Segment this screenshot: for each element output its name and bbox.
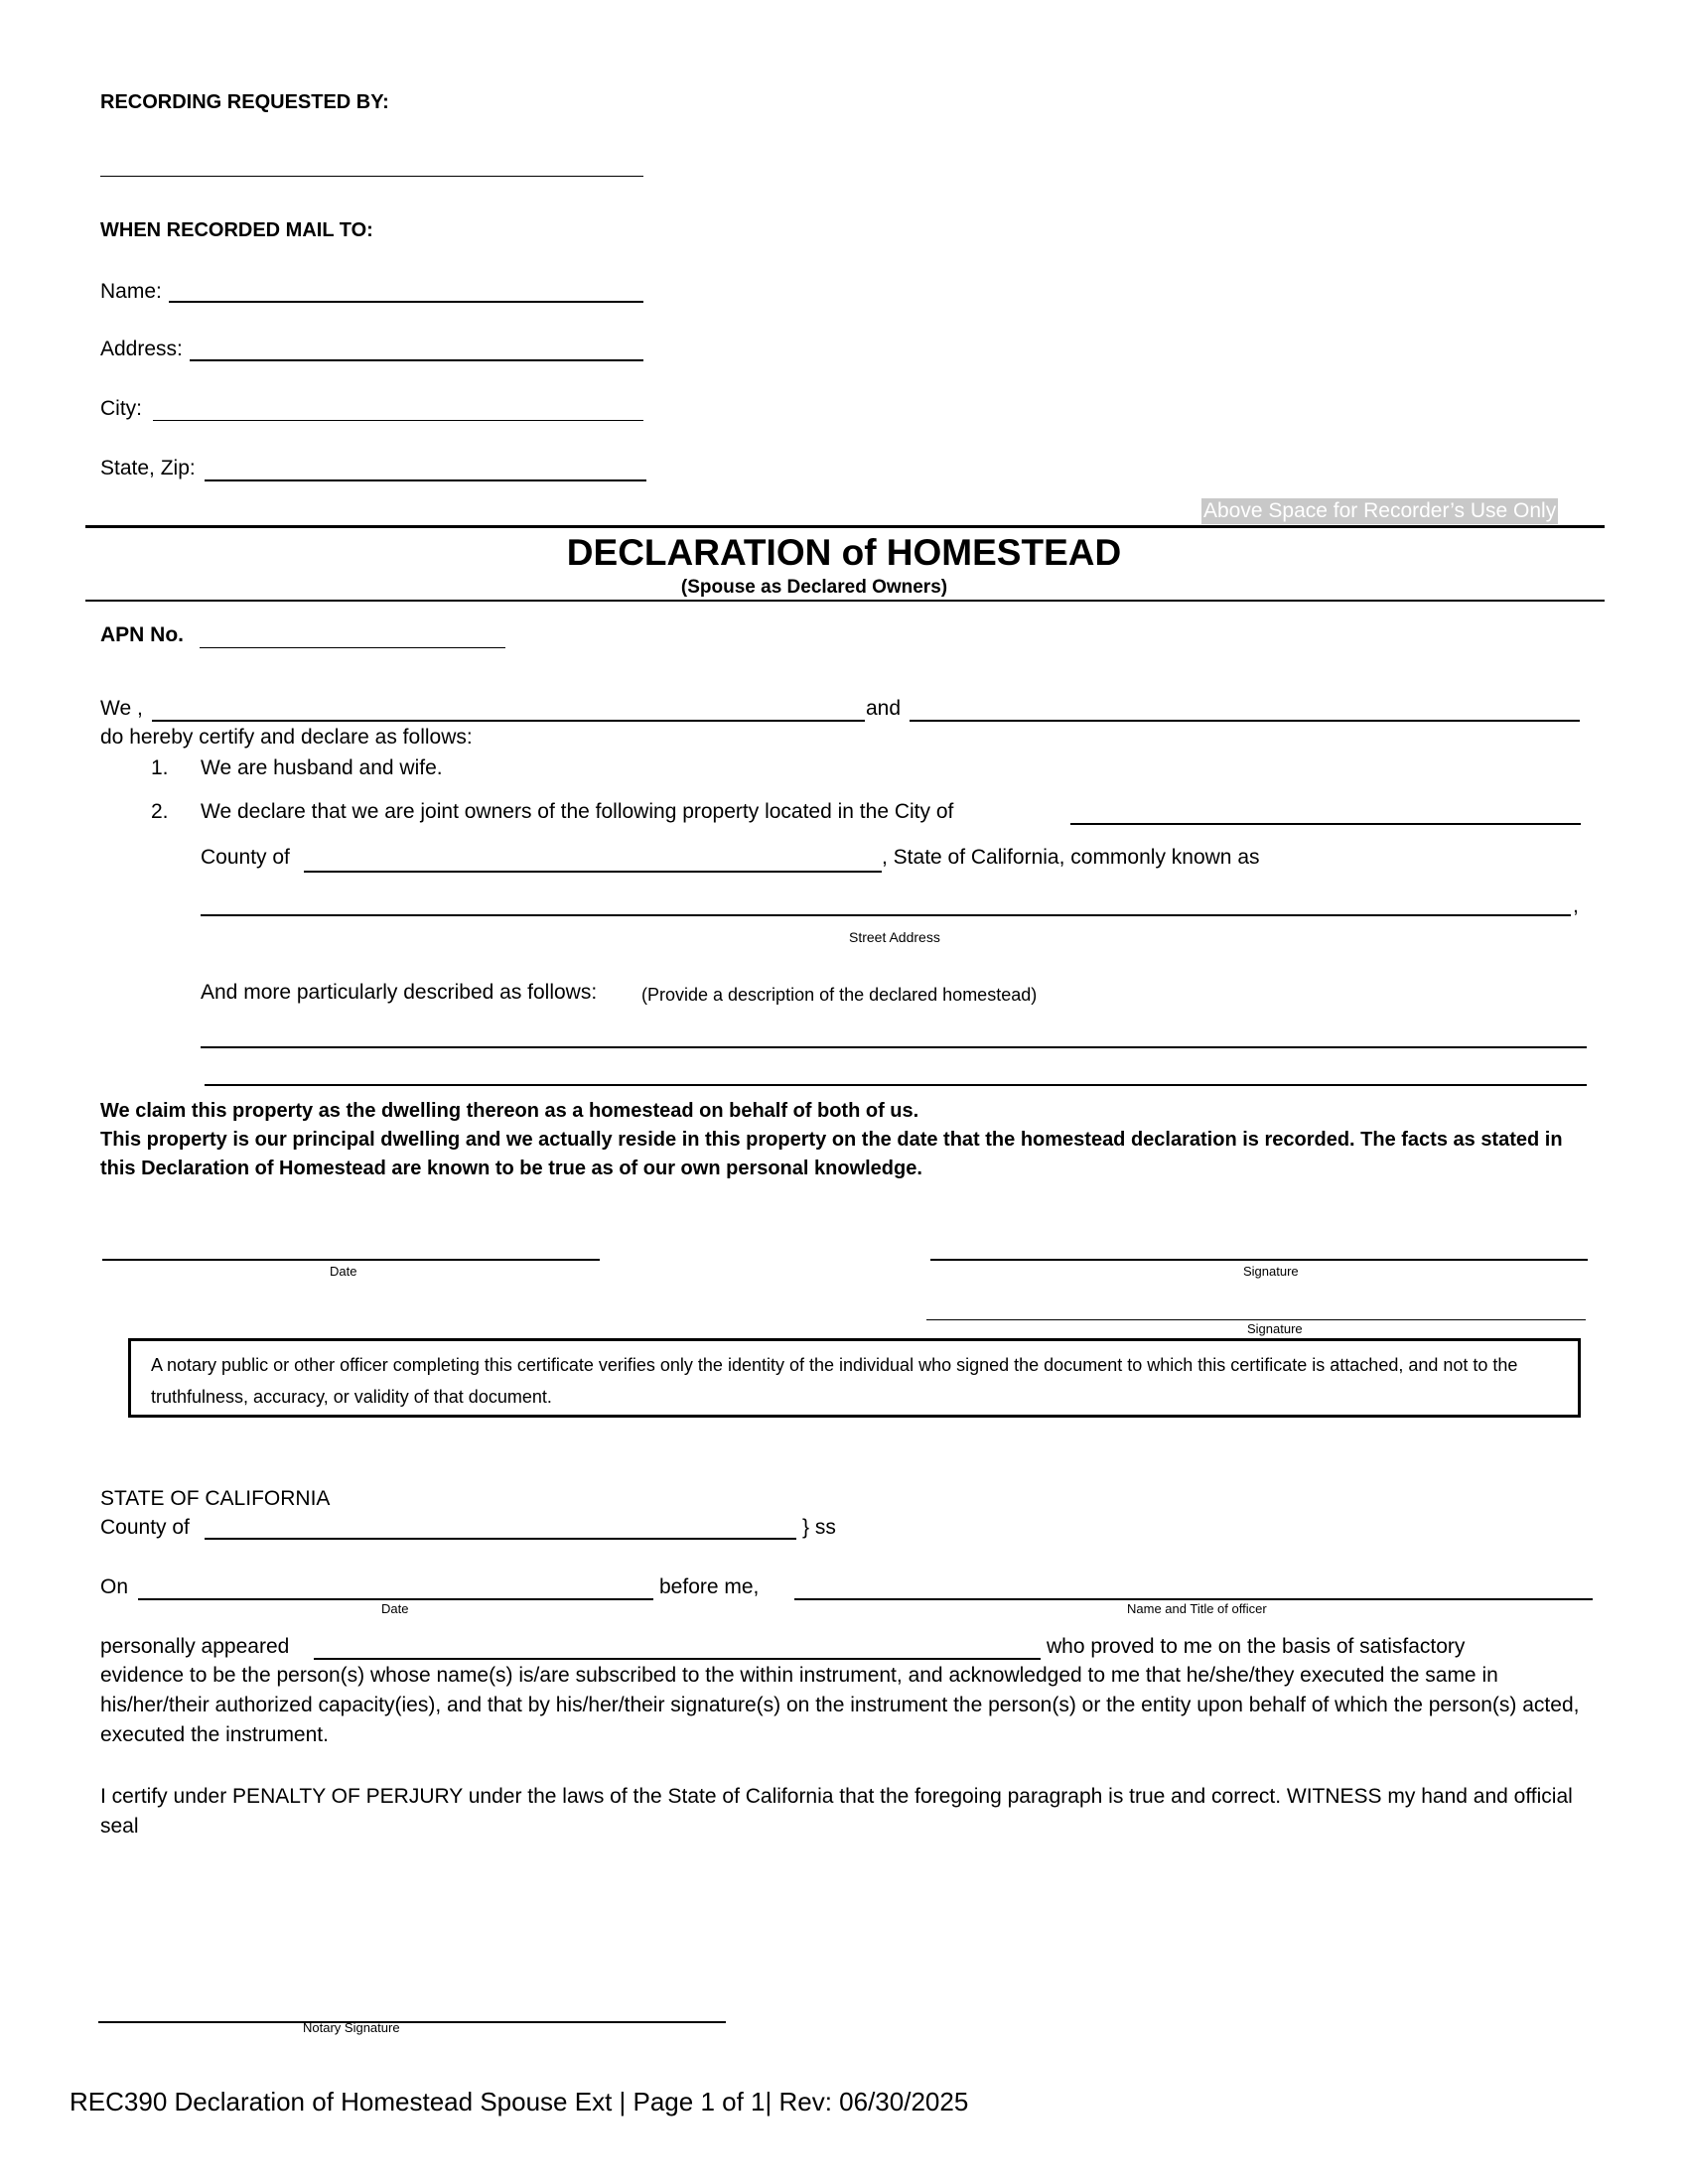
notary-disclaimer-box (128, 1338, 1581, 1418)
spouse2-name-line[interactable] (910, 720, 1580, 722)
state-of-california: STATE OF CALIFORNIA (100, 1487, 331, 1510)
recorder-use-note: Above Space for Recorder’s Use Only (1203, 499, 1557, 522)
certify-text: do hereby certify and declare as follows: (100, 726, 473, 749)
street-address-line[interactable] (201, 914, 1571, 916)
described-hint: (Provide a description of the declared homestead) (641, 985, 1038, 1005)
description-line-2[interactable] (205, 1084, 1587, 1086)
apn-line[interactable] (200, 647, 505, 648)
page-title: DECLARATION of HOMESTEAD (566, 532, 1122, 573)
notary-disclaimer-text: A notary public or other officer completing this certificate verifies only the identity of the individual who signed the document to which this certificate is attached, and not to the truthfulness, accuracy, or validity of that document. (151, 1355, 1518, 1407)
county-line[interactable] (304, 871, 882, 873)
recorder-divider (85, 525, 1605, 528)
county-of-label: County of (201, 846, 290, 869)
officer-name-caption: Name and Title of officer (1127, 1601, 1267, 1616)
street-address-comma: , (1573, 894, 1579, 917)
described-label: And more particularly described as follows: (201, 981, 598, 1004)
when-recorded-mail-to-label: WHEN RECORDED MAIL TO: (100, 219, 373, 241)
description-line-1[interactable] (201, 1046, 1587, 1048)
officer-name-line[interactable] (794, 1598, 1593, 1600)
ss-label: } ss (802, 1516, 836, 1539)
city-of-line[interactable] (1070, 823, 1581, 825)
address-label: Address: (100, 338, 183, 360)
signature1-line[interactable] (930, 1259, 1588, 1261)
notary-signature-caption: Notary Signature (303, 2020, 400, 2035)
we-label: We , (100, 697, 143, 720)
street-address-caption: Street Address (849, 929, 940, 945)
evidence-paragraph: evidence to be the person(s) whose name(s) is/are subscribed to the within instrument, and acknowledged to me that he/she/they executed the same in his/her/their authorized capacity(ies), and that by his/her/their signature(s) on the instrument the person(s) or the entity upon behalf of which the person(s) acted, executed the instrument. (100, 1664, 1580, 1746)
claim-line-2: This property is our principal dwelling and we actually reside in this property on the date that the homestead declaration is recorded. The facts as stated in this Declaration of Homestead are known to be true as of our own personal knowledge. (100, 1129, 1563, 1179)
address-line[interactable] (190, 359, 643, 361)
item2-text: We declare that we are joint owners of the following property located in the City of (201, 800, 954, 823)
claim-line-1: We claim this property as the dwelling thereon as a homestead on behalf of both of us. (100, 1100, 919, 1122)
proved-text: who proved to me on the basis of satisfactory (1047, 1635, 1466, 1658)
item1-number: 1. (151, 756, 169, 779)
state-zip-line[interactable] (205, 479, 646, 481)
spouse1-name-line[interactable] (152, 720, 865, 722)
title-divider (85, 600, 1605, 602)
ack-county-of-label: County of (100, 1516, 190, 1539)
page-subtitle: (Spouse as Declared Owners) (680, 577, 948, 598)
date-caption: Date (330, 1264, 357, 1279)
notary-signature-line[interactable] (98, 2021, 726, 2023)
state-zip-label: State, Zip: (100, 457, 196, 479)
ack-county-line[interactable] (205, 1538, 796, 1540)
before-me-label: before me, (659, 1575, 760, 1598)
signature1-caption: Signature (1243, 1264, 1299, 1279)
recording-requested-by-line[interactable] (100, 176, 643, 177)
recording-requested-by-label: RECORDING REQUESTED BY: (100, 91, 389, 113)
item2-number: 2. (151, 800, 169, 823)
perjury-paragraph: I certify under PENALTY OF PERJURY under the laws of the State of California that the foregoing paragraph is true and correct. WITNESS my hand and official seal (100, 1785, 1573, 1838)
signature2-line[interactable] (926, 1319, 1586, 1320)
city-label: City: (100, 397, 142, 420)
signature2-caption: Signature (1247, 1321, 1303, 1336)
and-label: and (866, 697, 902, 720)
item1-text: We are husband and wife. (201, 756, 443, 779)
ack-date-line[interactable] (138, 1598, 653, 1600)
city-line[interactable] (153, 420, 643, 421)
ack-date-caption: Date (381, 1601, 409, 1616)
personally-appeared-line[interactable] (314, 1658, 1041, 1660)
page-footer: REC390 Declaration of Homestead Spouse Ext | Page 1 of 1| Rev: 06/30/2025 (70, 2087, 969, 2116)
state-known-text: , State of California, commonly known as (882, 846, 1260, 869)
name-line[interactable] (169, 301, 643, 303)
date-line[interactable] (102, 1259, 600, 1261)
on-label: On (100, 1575, 129, 1598)
apn-label: APN No. (100, 623, 184, 646)
name-label: Name: (100, 280, 162, 303)
personally-appeared-label: personally appeared (100, 1635, 290, 1658)
